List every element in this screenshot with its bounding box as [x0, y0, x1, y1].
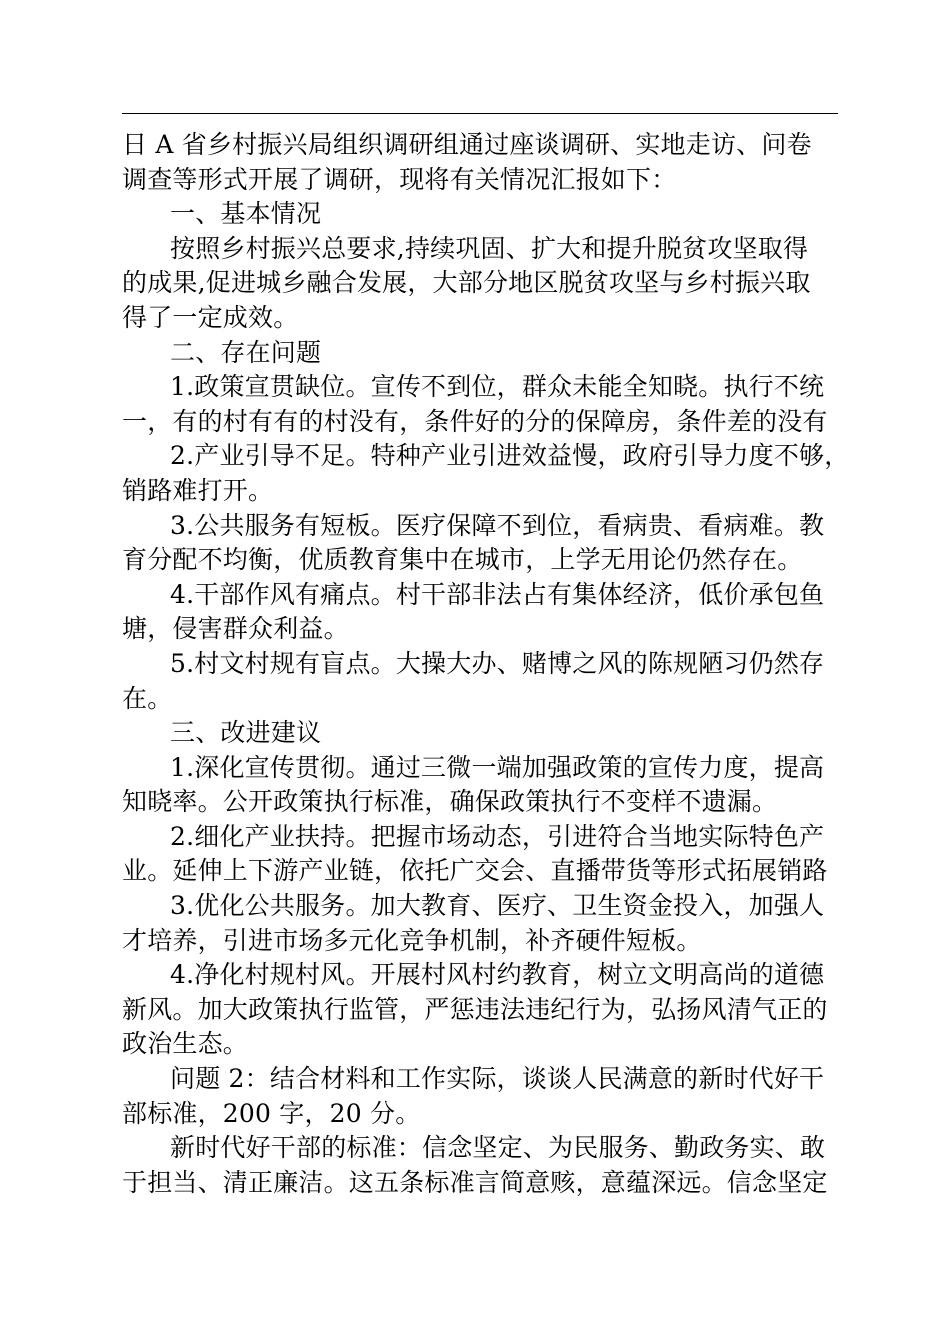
text-line: 在。 — [122, 683, 173, 713]
text-line: 新风。加大政策执行监管，严惩违法违纪行为，弘扬风清气正的 — [122, 994, 828, 1024]
text-line: 才培养，引进市场多元化竞争机制，补齐硬件短板。 — [122, 925, 702, 955]
text-line: 问题 2：结合材料和工作实际，谈谈人民满意的新时代好干 — [170, 1064, 825, 1094]
text-line: 4.干部作风有痛点。村干部非法占有集体经济，低价承包鱼 — [170, 579, 825, 609]
text-line: 3.优化公共服务。加大教育、医疗、卫生资金投入，加强人 — [170, 891, 825, 921]
text-line: 调查等形式开展了调研，现将有关情况汇报如下： — [122, 164, 677, 194]
text-line: 二、存在问题 — [170, 337, 322, 367]
text-line: 知晓率。公开政策执行标准，确保政策执行不变样不遗漏。 — [122, 787, 778, 817]
text-line: 部标准，200 字，20 分。 — [122, 1098, 421, 1128]
text-line: 2.细化产业扶持。把握市场动态，引进符合当地实际特色产 — [170, 821, 825, 851]
text-line: 育分配不均衡，优质教育集中在城市，上学无用论仍然存在。 — [122, 545, 803, 575]
text-line: 得了一定成效。 — [122, 302, 299, 332]
text-line: 塘，侵害群众利益。 — [122, 614, 349, 644]
text-line: 5.村文村规有盲点。大操大办、赌博之风的陈规陋习仍然存 — [170, 648, 825, 678]
text-line: 2.产业引导不足。特种产业引进效益慢，政府引导力度不够， — [170, 441, 850, 471]
text-line: 按照乡村振兴总要求,持续巩固、扩大和提升脱贫攻坚取得 — [170, 233, 809, 263]
text-line: 1.深化宣传贯彻。通过三微一端加强政策的宣传力度，提高 — [170, 752, 825, 782]
text-line: 一、基本情况 — [170, 199, 322, 229]
text-line: 一，有的村有有的村没有，条件好的分的保障房，条件差的没有 — [122, 406, 828, 436]
text-line: 3.公共服务有短板。医疗保障不到位，看病贵、看病难。教 — [170, 510, 825, 540]
header-rule — [122, 113, 838, 114]
text-line: 业。延伸上下游产业链，依托广交会、直播带货等形式拓展销路 — [122, 856, 828, 886]
text-line: 日 A 省乡村振兴局组织调研组通过座谈调研、实地走访、问卷 — [122, 130, 812, 159]
document-body — [122, 128, 850, 1200]
text-line: 于担当、清正廉洁。这五条标准言简意赅，意蕴深远。信念坚定 — [122, 1167, 828, 1197]
text-line: 的成果,促进城乡融合发展，大部分地区脱贫攻坚与乡村振兴取 — [122, 268, 811, 298]
text-line: 政治生态。 — [122, 1029, 249, 1059]
text-line: 销路难打开。 — [122, 475, 274, 505]
text-line: 1.政策宣贯缺位。宣传不到位，群众未能全知晓。执行不统 — [170, 372, 825, 402]
text-line: 三、改进建议 — [170, 718, 322, 748]
text-line: 新时代好干部的标准：信念坚定、为民服务、勤政务实、敢 — [170, 1133, 826, 1163]
text-line: 4.净化村规村风。开展村风村约教育，树立文明高尚的道德 — [170, 960, 825, 990]
